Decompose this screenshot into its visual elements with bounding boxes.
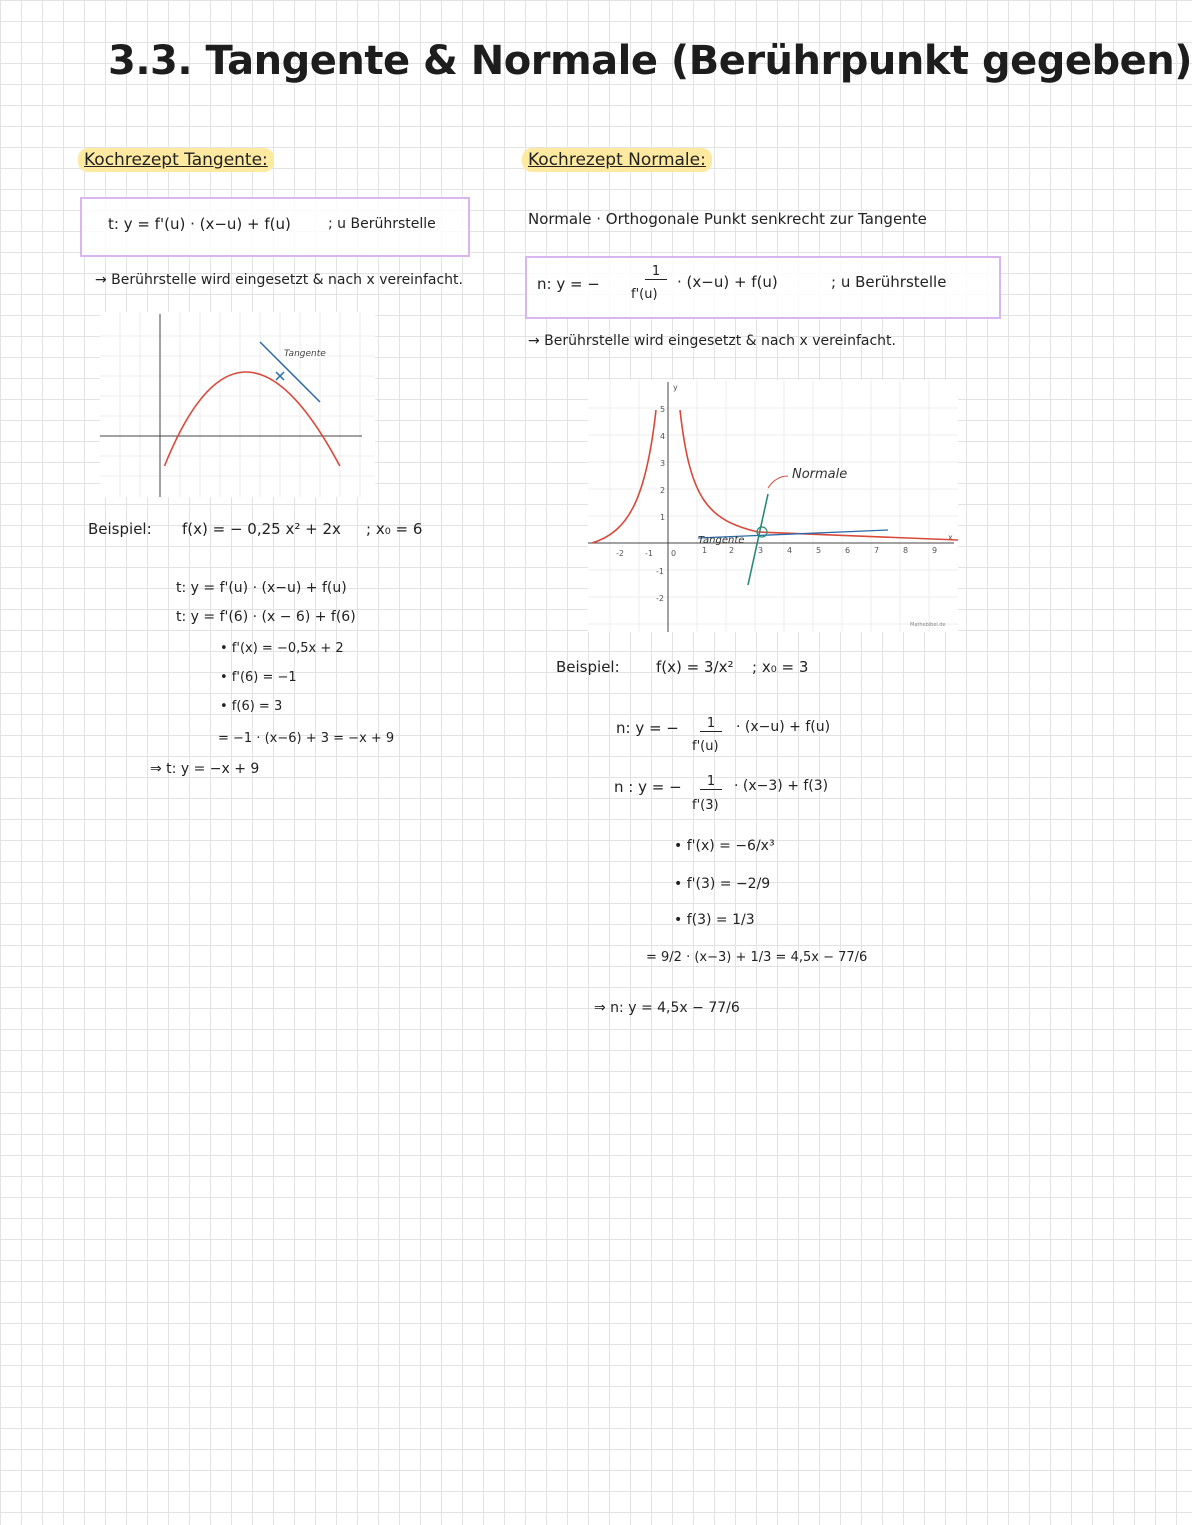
left-example-label: Beispiel: bbox=[88, 520, 152, 538]
left-step-3: • f'(x) = −0,5x + 2 bbox=[220, 641, 344, 656]
svg-text:4: 4 bbox=[787, 546, 793, 555]
normal-formula-note: ; u Berührstelle bbox=[831, 273, 947, 291]
normale-graph-label: Normale bbox=[792, 467, 848, 482]
svg-text:2: 2 bbox=[660, 486, 666, 495]
svg-text:-2: -2 bbox=[616, 549, 624, 558]
right-example-label: Beispiel: bbox=[556, 658, 620, 676]
svg-text:2: 2 bbox=[729, 546, 735, 555]
heading-tangente: Kochrezept Tangente: bbox=[78, 148, 274, 172]
graph-watermark: Mathebibel.de bbox=[910, 622, 946, 628]
parabola-curve bbox=[165, 372, 340, 466]
svg-text:8: 8 bbox=[903, 546, 909, 555]
tangent-graph-svg bbox=[100, 312, 375, 497]
normal-formula-box bbox=[525, 256, 1001, 319]
svg-text:y: y bbox=[673, 383, 678, 392]
heading-normale: Kochrezept Normale: bbox=[522, 148, 712, 172]
svg-text:-1: -1 bbox=[656, 567, 664, 576]
right-line2-suffix: · (x−3) + f(3) bbox=[734, 778, 829, 794]
right-result: ⇒ n: y = 4,5x − 77/6 bbox=[594, 1000, 740, 1016]
normale-arrow bbox=[768, 476, 788, 488]
svg-text:x: x bbox=[948, 533, 953, 542]
normal-formula-numerator: 1 bbox=[645, 264, 667, 280]
normal-line bbox=[748, 494, 768, 585]
left-result: ⇒ t: y = −x + 9 bbox=[150, 761, 260, 777]
svg-text:9: 9 bbox=[932, 546, 938, 555]
right-step-2: • f'(3) = −2/9 bbox=[674, 876, 771, 892]
left-step-4: • f'(6) = −1 bbox=[220, 670, 297, 685]
svg-text:3: 3 bbox=[660, 459, 666, 468]
right-line1-prefix: n: y = − bbox=[616, 719, 679, 737]
svg-text:0: 0 bbox=[671, 549, 677, 558]
svg-text:1: 1 bbox=[702, 546, 708, 555]
right-line1-denominator: f'(u) bbox=[692, 739, 719, 754]
tangent-formula-note: ; u Berührstelle bbox=[328, 216, 436, 232]
svg-text:4: 4 bbox=[660, 432, 666, 441]
normale-definition: Normale · Orthogonale Punkt senkrecht zur Tangente bbox=[528, 210, 927, 228]
right-line1-suffix: · (x−u) + f(u) bbox=[736, 719, 831, 735]
tangente-graph-label: Tangente bbox=[698, 535, 745, 546]
left-example-x0: ; x₀ = 6 bbox=[366, 520, 423, 538]
svg-text:5: 5 bbox=[816, 546, 822, 555]
page-title: 3.3. Tangente & Normale (Berührpunkt gegeben) bbox=[108, 38, 1192, 84]
right-line2-prefix: n : y = − bbox=[614, 778, 682, 796]
normal-formula-denominator: f'(u) bbox=[631, 287, 658, 302]
svg-text:3: 3 bbox=[758, 546, 764, 555]
left-step-1: t: y = f'(u) · (x−u) + f(u) bbox=[176, 580, 347, 596]
tangent-graph bbox=[100, 312, 375, 497]
svg-text:1: 1 bbox=[660, 513, 666, 522]
left-example-function: f(x) = − 0,25 x² + 2x bbox=[182, 520, 341, 538]
svg-text:-1: -1 bbox=[645, 549, 653, 558]
left-step-6: = −1 · (x−6) + 3 = −x + 9 bbox=[218, 731, 395, 746]
right-line2-denominator: f'(3) bbox=[692, 798, 719, 813]
tangent-arrow-note: → Berührstelle wird eingesetzt & nach x vereinfacht. bbox=[95, 272, 463, 288]
left-step-2: t: y = f'(6) · (x − 6) + f(6) bbox=[176, 609, 356, 625]
right-line1-numerator: 1 bbox=[700, 716, 722, 732]
svg-text:7: 7 bbox=[874, 546, 880, 555]
right-step-3: • f(3) = 1/3 bbox=[674, 912, 755, 928]
normal-graph-svg bbox=[588, 380, 958, 632]
svg-text:-2: -2 bbox=[656, 594, 664, 603]
normal-arrow-note: → Berührstelle wird eingesetzt & nach x vereinfacht. bbox=[528, 333, 896, 349]
left-step-5: • f(6) = 3 bbox=[220, 699, 283, 714]
tangent-formula: t: y = f'(u) · (x−u) + f(u) bbox=[108, 215, 291, 233]
tangent-graph-label: Tangente bbox=[284, 349, 326, 359]
right-example-x0: ; x₀ = 3 bbox=[752, 658, 809, 676]
right-step-1: • f'(x) = −6/x³ bbox=[674, 838, 775, 854]
tangent-formula-box bbox=[80, 197, 470, 257]
svg-text:5: 5 bbox=[660, 405, 666, 414]
right-calc: = 9/2 · (x−3) + 1/3 = 4,5x − 77/6 bbox=[646, 950, 868, 965]
normal-graph bbox=[588, 380, 958, 632]
normal-formula-suffix: · (x−u) + f(u) bbox=[677, 273, 778, 291]
right-line2-numerator: 1 bbox=[700, 774, 722, 790]
normal-formula-prefix: n: y = − bbox=[537, 275, 600, 293]
right-example-function: f(x) = 3/x² bbox=[656, 658, 734, 676]
left-branch-curve bbox=[592, 410, 656, 543]
svg-text:6: 6 bbox=[845, 546, 851, 555]
